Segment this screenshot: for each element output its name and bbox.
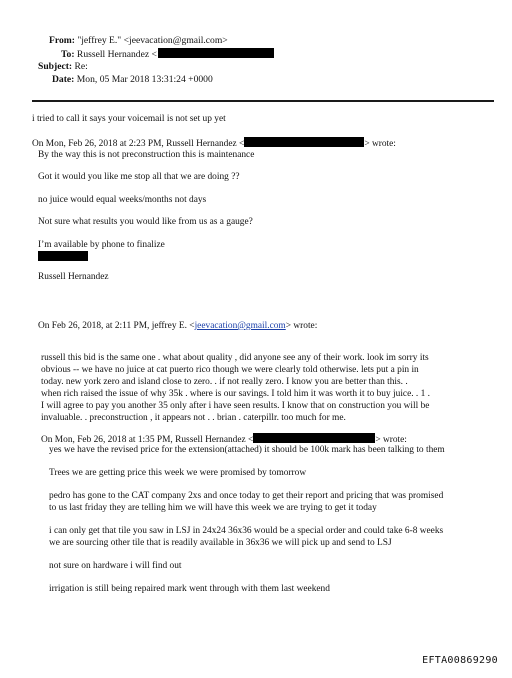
redaction-block [38,251,88,261]
quote3-attribution-suffix: > wrote: [375,435,407,445]
quote3-line: Trees we are getting price this week we were promised by tomorrow [49,468,307,478]
date-value: Mon, 05 Mar 2018 13:31:24 +0000 [76,74,213,85]
quote1-attribution-suffix: > wrote: [364,139,396,149]
quote1-line: Not sure what results you would like from us as a gauge? [38,217,253,227]
redaction-block [253,433,375,443]
quote2-line: today. new york zero and island close to zero. . if not really zero. I know you are better than this. . [41,377,408,387]
from-row [49,35,228,46]
quote2-attribution-suffix: > wrote: [285,321,318,331]
quote2-line: obvious -- we have no juice at cat puerto rico though we were clearly told otherwise. lets put a pin in [41,365,419,375]
to-label: To: [61,49,75,60]
from-value: "jeffrey E." <jeevacation@gmail.com> [77,35,228,46]
quote2-attribution-prefix: On Feb 26, 2018, at 2:11 PM, jeffrey E. < [38,321,195,331]
header-divider [32,100,494,102]
subject-row [38,61,88,72]
quote1-line: no juice would equal weeks/months not days [38,195,207,205]
quote3-line: irrigation is still being repaired mark went through with them last weekend [49,584,330,594]
subject-label: Subject: [38,61,73,72]
quote1-attribution-prefix: On Mon, Feb 26, 2018 at 2:23 PM, Russell Hernandez < [32,139,245,149]
quote1-line: Got it would you like me stop all that we are doing ?? [38,172,240,182]
quote2-line: invaluable. . preconstruction , it appears not . . brian . caterpillr. too much for me. [41,413,346,423]
quote2-attribution [38,321,317,332]
quote1-line: By the way this is not preconstruction this is maintenance [38,150,255,160]
signature: Russell Hernandez [38,272,109,282]
quote2-line: russell this bid is the same one . what about quality , did anyone see any of their work. look im sorry its [41,353,429,363]
date-label: Date: [52,74,75,85]
quote3-line: yes we have the revised price for the extension(attached) it should be 100k mark has been talking to them [49,445,445,455]
subject-value: Re: [74,61,88,72]
quote3-attribution-prefix: On Mon, Feb 26, 2018 at 1:35 PM, Russell Hernandez < [41,435,254,445]
redaction-block [158,48,274,58]
quote3-line: pedro has gone to the CAT company 2xs and once today to get their report and pricing that was promised [49,491,444,501]
quote2-line: I will agree to pay you another 35 only after i have seen results. I know that on construction you will be [41,401,430,411]
quote3-line: we are sourcing other tile that is readily available in 36x36 we will pick up and send to LSJ [49,538,392,548]
email-link[interactable]: jeevacation@gmail.com [194,321,286,331]
quote2-line: when rich raised the issue of why 35k . where is our savings. I told him it was worth it to buy juice. . 1 . [41,389,430,399]
date-row [52,74,213,85]
quote3-line: not sure on hardware i will find out [49,561,182,571]
quote1-attribution [32,137,396,150]
to-row [61,48,274,60]
quote3-line: i can only get that tile you saw in LSJ in 24x24 36x36 would be a special order and could take 6-8 weeks [49,526,444,536]
quote3-line: to us last friday they are telling him we will have this week we are trying to get it today [49,503,377,513]
message-line: i tried to call it says your voicemail is not set up yet [32,114,226,124]
from-label: From: [49,35,75,46]
redaction-block [244,137,364,147]
quote1-line: I’m available by phone to finalize [38,240,165,250]
to-value: Russell Hernandez < [76,49,157,60]
document-id-stamp: EFTA00869290 [422,655,498,666]
